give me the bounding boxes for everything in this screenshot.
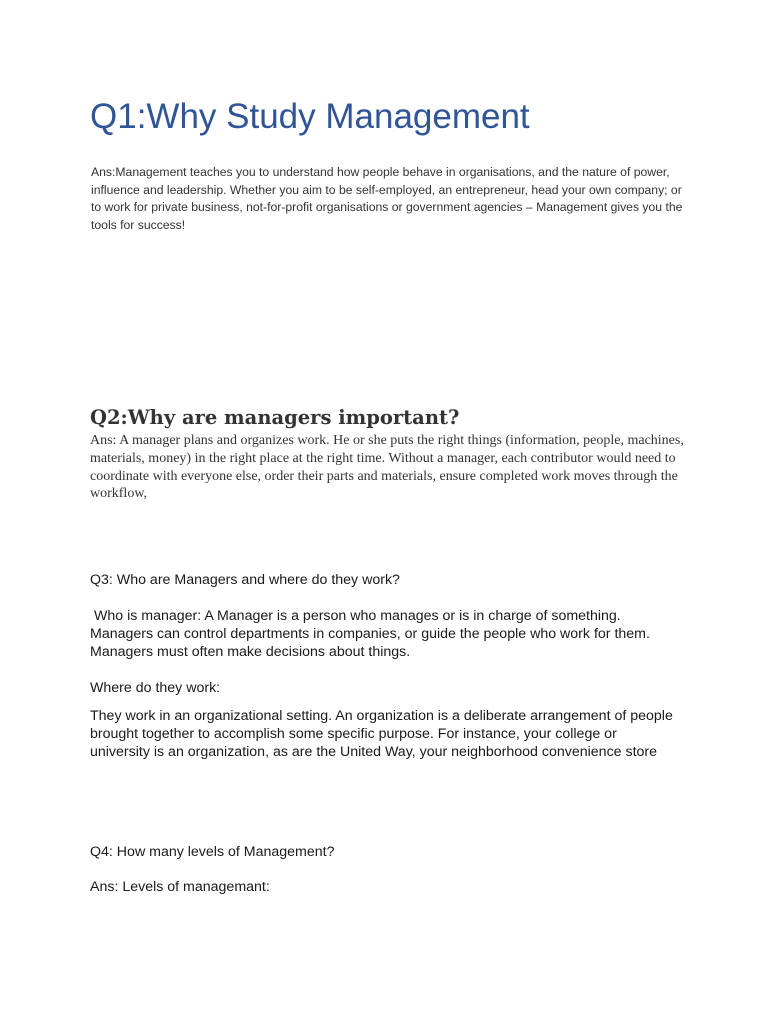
- q3-heading: Q3: Who are Managers and where do they work?: [90, 572, 400, 588]
- q2-heading: Q2:Why are managers important?: [90, 406, 460, 429]
- q4-answer: Ans: Levels of managemant:: [90, 879, 270, 895]
- q2-answer: Ans: A manager plans and organizes work. He or she puts the right things (information, people, machines, materials, money) in the right place at the right time. Without a manager, each contributor would need to coordinate with everyone else, order their parts and materials, ensure completed work moves through the workflow,: [90, 433, 684, 502]
- q3-where-label: Where do they work:: [90, 680, 221, 696]
- q1-answer: Ans:Management teaches you to understand how people behave in organisations, and the nature of power, influence and leadership. Whether you aim to be self-employed, an entrepreneur, head your own company; or to work for private business, not-for-profit organisations or government agencies – Management gives you the tools for success!: [91, 165, 683, 232]
- q4-heading: Q4: How many levels of Management?: [90, 844, 335, 860]
- q1-heading: Q1:Why Study Management: [90, 97, 530, 136]
- q3-who-is-manager: Who is manager: A Manager is a person who manages or is in charge of something. Managers can control departments in companies, or guide the people who work for them. Managers must often make decisions about things.: [90, 608, 654, 660]
- q3-where-answer: They work in an organizational setting. An organization is a deliberate arrangement of people brought together to accomplish some specific purpose. For instance, your college or university is an organization, as are the United Way, your neighborhood convenience store: [90, 708, 673, 760]
